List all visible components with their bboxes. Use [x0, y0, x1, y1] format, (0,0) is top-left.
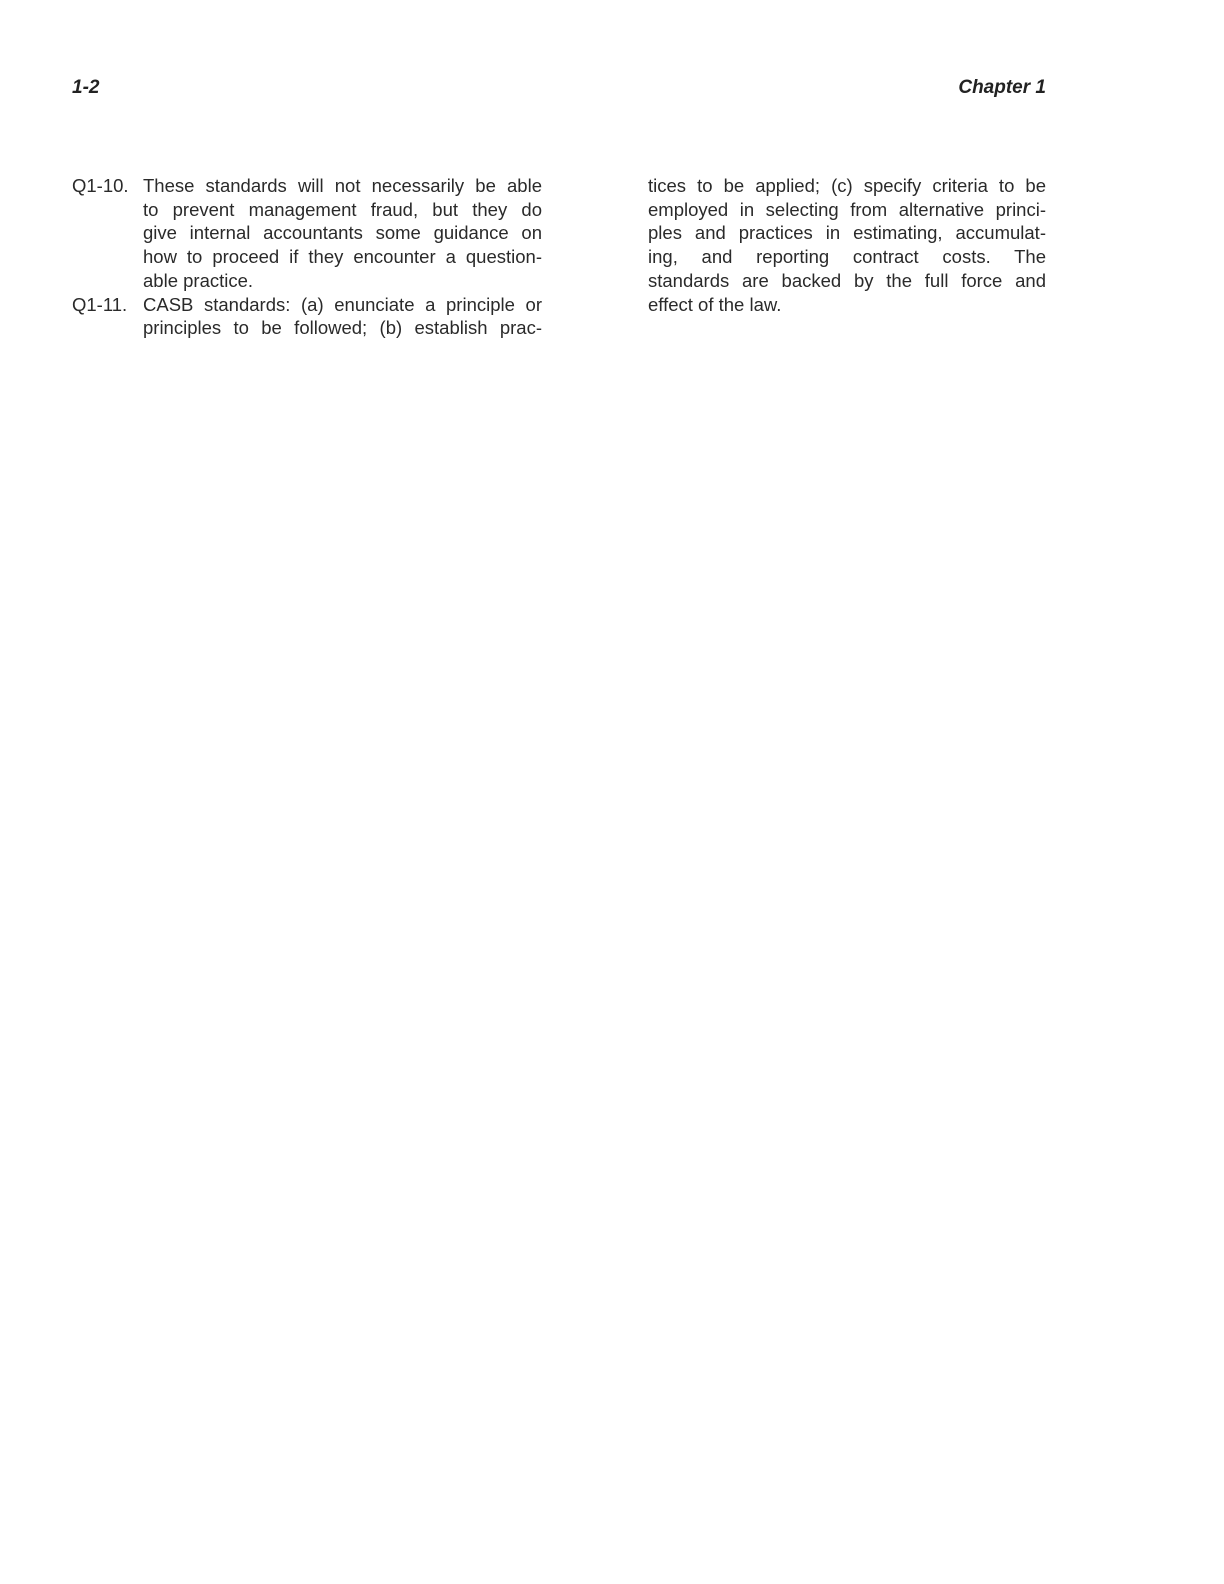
right-column: [648, 174, 1046, 316]
text-line: employed in selecting from alternative princi-: [648, 198, 1046, 220]
answer-continuation: [648, 174, 1046, 316]
question-number: Q1-11.: [72, 293, 128, 315]
text-line: able practice.: [143, 269, 254, 291]
question-answer-text: [143, 174, 542, 293]
question-q1-11: [72, 293, 542, 340]
left-column: [72, 174, 542, 340]
text-line: how to proceed if they encounter a question-: [143, 246, 542, 268]
question-answer-text: [143, 293, 542, 340]
page-number: 1-2: [72, 77, 100, 98]
text-line: standards are backed by the full force and: [648, 269, 1046, 291]
text-line: These standards will not necessarily be able: [143, 175, 542, 196]
text-line: tices to be applied; (c) specify criteria to be: [648, 175, 1046, 196]
text-line: ing, and reporting contract costs. The: [648, 246, 1046, 268]
text-line: CASB standards: (a) enunciate a principle or: [143, 293, 542, 315]
text-line: to prevent management fraud, but they do: [143, 198, 542, 220]
text-line: give internal accountants some guidance on: [143, 222, 542, 244]
chapter-title: Chapter 1: [958, 77, 1046, 98]
text-line: principles to be followed; (b) establish prac-: [143, 317, 542, 339]
text-line: effect of the law.: [648, 293, 782, 315]
question-q1-10: [72, 174, 542, 293]
question-number: Q1-10.: [72, 175, 129, 196]
text-line: ples and practices in estimating, accumulat-: [648, 222, 1046, 244]
